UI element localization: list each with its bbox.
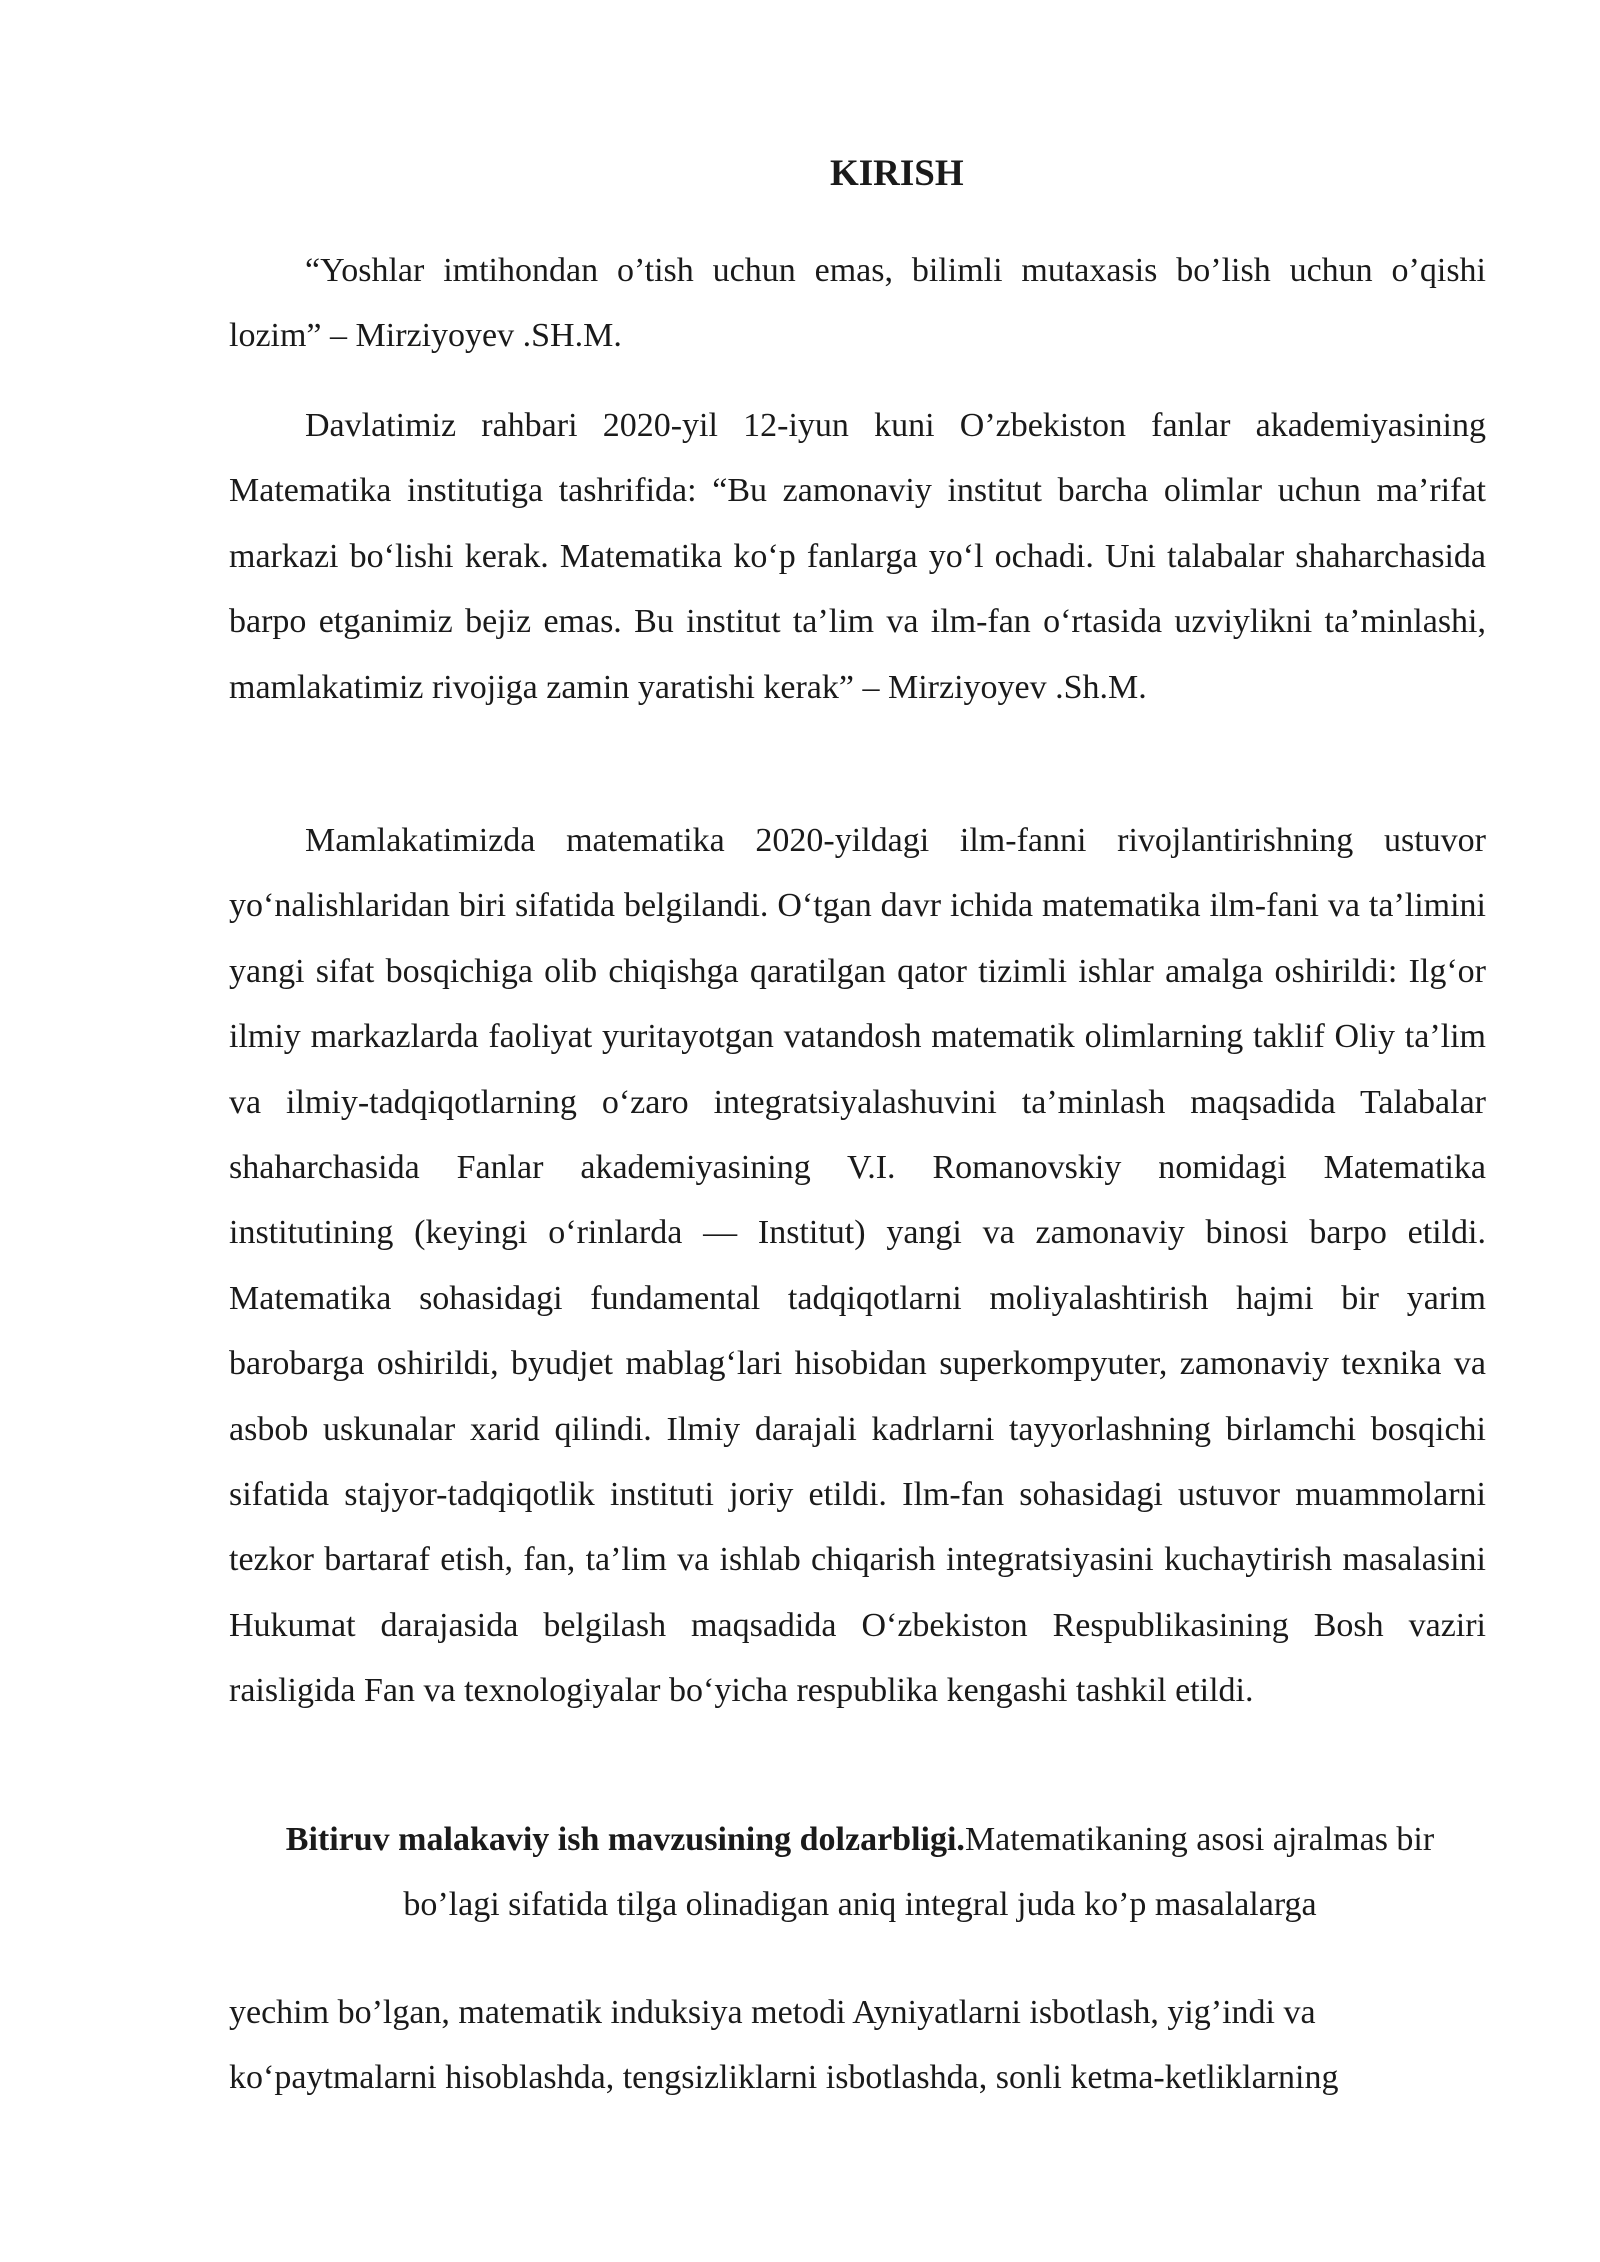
- body-paragraph: Mamlakatimizda matematika 2020-yildagi ilm-fanni rivojlantirishning ustuvor yo‘nalishlaridan biri sifatida belgilandi. O‘tgan davr ichida matematika ilm-fani va ta’limini yangi sifat bosqichiga olib chiqishga qaratilgan qator tizimli ishlar amalga oshirildi: Ilg‘or ilmiy markazlarda faoliyat yuritayotgan vatandosh matematik olimlarning taklif Oliy ta’lim va ilmiy-tadqiqotlarning o‘zaro integratsiyalashuvini ta’minlash maqsadida Talabalar shaharchasida Fanlar akademiyasining V.I. Romanovskiy nomidagi Matematika institutining (keyingi o‘rinlarda — Institut) yangi va zamonaviy binosi barpo etildi. Matematika sohasidagi fundamental tadqiqotlarni moliyalashtirish hajmi bir yarim barobarga oshirildi, byudjet mablag‘lari hisobidan superkompyuter, zamonaviy texnika va asbob uskunalar xarid qilindi. Ilmiy darajali kadrlarni tayyorlashning birlamchi bosqichi sifatida stajyor-tadqiqotlik instituti joriy etildi. Ilm-fan sohasidagi ustuvor muammolarni tezkor bartaraf etish, fan, ta’lim va ishlab chiqarish integratsiyasini kuchaytirish masalasini Hukumat darajasida belgilash maqsadida O‘zbekiston Respublikasining Bosh vaziri raisligida Fan va texnologiyalar bo‘yicha respublika kengashi tashkil etildi.: [229, 822, 1486, 1710]
- continuation-paragraph: [229, 1980, 1486, 2111]
- title-text: KIRISH: [830, 153, 964, 194]
- epigraph-paragraph: “Yoshlar imtihondan o’tish uchun emas, bilimli mutaxasis bo’lish uchun o’qishi lozim” – Mirziyoyev .SH.M.: [229, 252, 1486, 355]
- relevance-text: Matematikaning asosi ajralmas bir bo’lagi sifatida tilga olinadigan aniq integral juda ko’p masalalarga: [403, 1821, 1435, 1924]
- page-title: [0, 150, 1600, 198]
- relevance-paragraph: [255, 1807, 1465, 1938]
- intro-paragraph: Davlatimiz rahbari 2020-yil 12-iyun kuni O’zbekiston fanlar akademiyasining Matematika institutiga tashrifida: “Bu zamonaviy institut barcha olimlar uchun ma’rifat markazi bo‘lishi kerak. Matematika ko‘p fanlarga yo‘l ochadi. Uni talabalar shaharchasida barpo etganimiz bejiz emas. Bu institut ta’lim va ilm-fan o‘rtasida uzviylikni ta’minlashi, mamlakatimiz rivojiga zamin yaratishi kerak” – Mirziyoyev .Sh.M.: [229, 407, 1486, 706]
- continuation-line-1: yechim bo’lgan, matematik induksiya metodi Ayniyatlarni isbotlash, yig’indi va: [229, 1994, 1316, 2031]
- relevance-heading: Bitiruv malakaviy ish mavzusining dolzarbligi.: [285, 1821, 965, 1858]
- continuation-line-2: ko‘paytmalarni hisoblashda, tengsizliklarni isbotlashda, sonli ketma-ketliklarning: [229, 2059, 1339, 2097]
